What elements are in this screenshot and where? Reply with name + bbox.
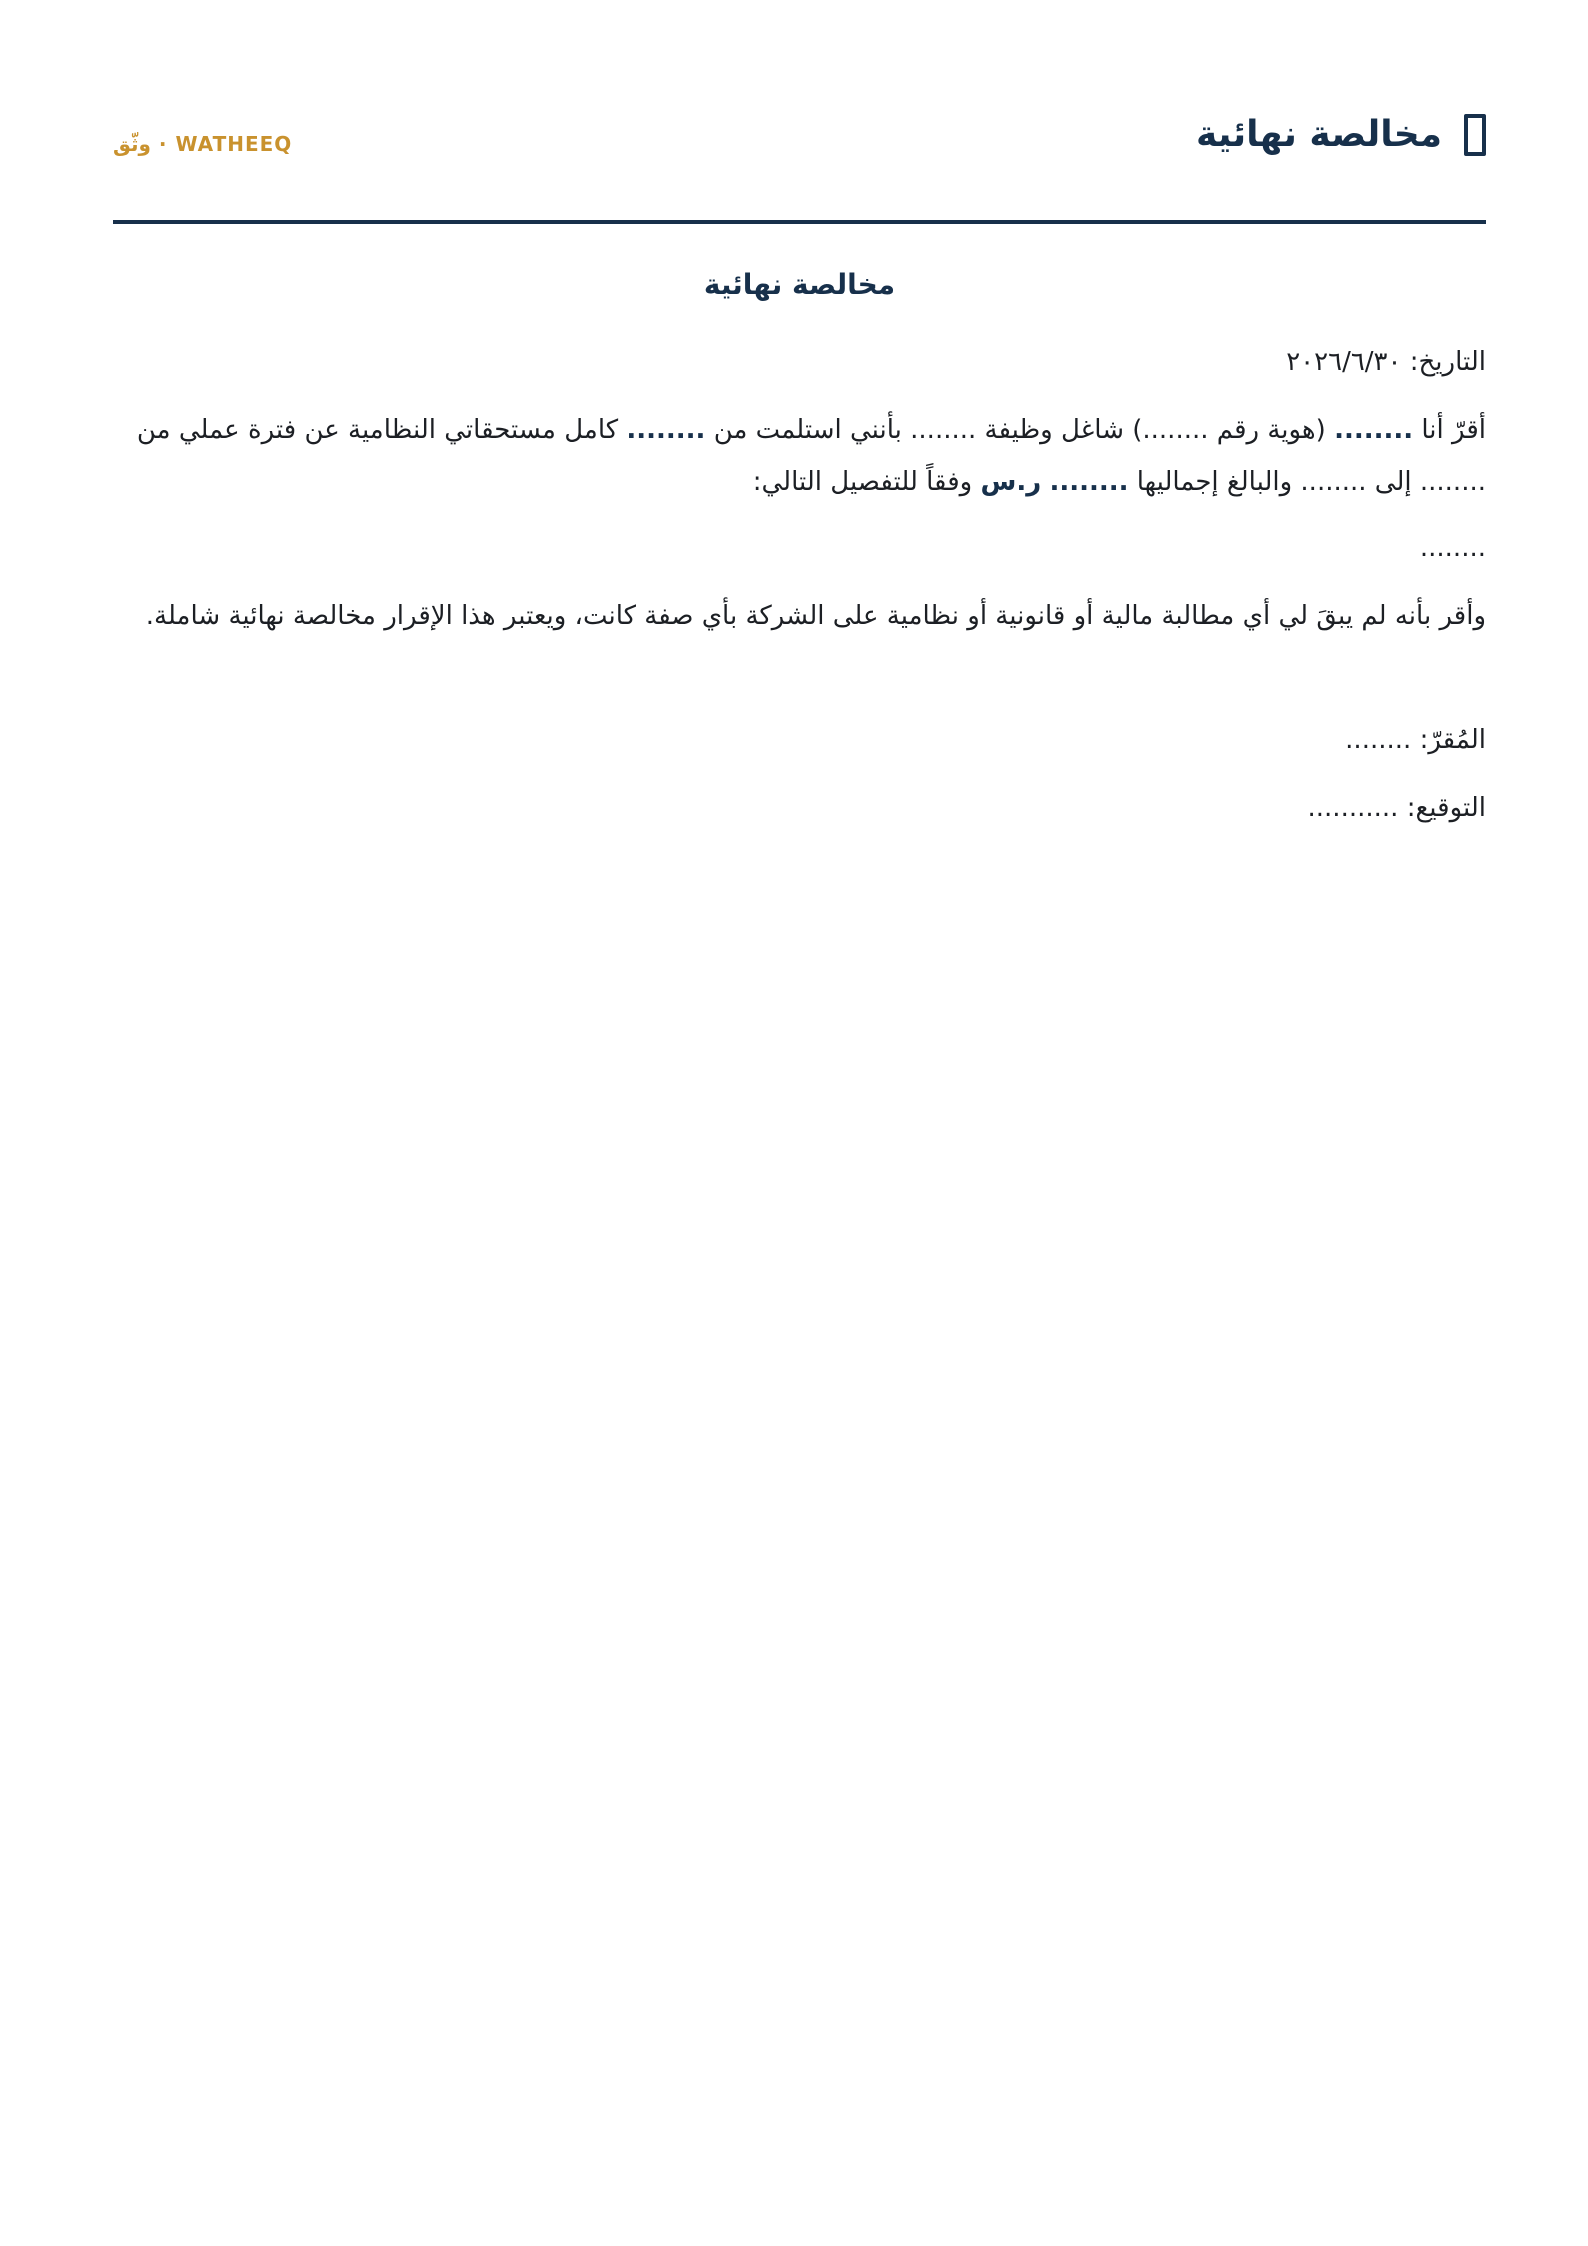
intro-text-4: وفقاً للتفصيل التالي: [752, 467, 973, 497]
declarant-value: ........ [1345, 725, 1412, 755]
currency-label: ر.س [980, 467, 1042, 497]
signature-value: ........... [1307, 793, 1399, 823]
signature-line [113, 782, 1486, 834]
company-blank: ........ [626, 415, 706, 445]
document-body [113, 336, 1486, 850]
signature-label: التوقيع: [1406, 793, 1486, 823]
declarant-label: المُقرّ: [1419, 725, 1486, 755]
date-value: ٢٠٢٦/٦/٣٠ [1286, 347, 1402, 377]
section-spacer [113, 656, 1486, 714]
intro-text-3: كامل مستحقاتي النظامية عن فترة عملي من ........ إلى ........ والبالغ إجماليها [136, 415, 1486, 497]
declarant-line [113, 714, 1486, 766]
header-title: مخالصة نهائية [1196, 114, 1442, 155]
document-header [113, 108, 1486, 186]
intro-text-2: (هوية رقم ........) شاغل وظيفة ........ بأنني استلمت من [713, 415, 1326, 445]
header-divider [113, 220, 1486, 224]
name-blank: ........ [1334, 415, 1414, 445]
amount-blank: ........ [1049, 467, 1129, 497]
intro-text-1: أقرّ أنا [1421, 415, 1486, 445]
document-title: مخالصة نهائية [703, 268, 896, 301]
document-page [113, 0, 1486, 2246]
clearance-intro [113, 404, 1486, 508]
date-label: التاريخ: [1409, 347, 1486, 377]
brand-label: WATHEEQ · وثّق [113, 132, 293, 156]
document-icon [1464, 114, 1486, 156]
header-title-group [1196, 114, 1486, 156]
acknowledgement-text: وأقر بأنه لم يبقَ لي أي مطالبة مالية أو قانونية أو نظامية على الشركة بأي صفة كانت، ويعتبر هذا الإقرار مخالصة نهائية شاملة. [145, 601, 1486, 631]
details-placeholder: ........ [1419, 533, 1486, 563]
date-line [113, 336, 1486, 388]
